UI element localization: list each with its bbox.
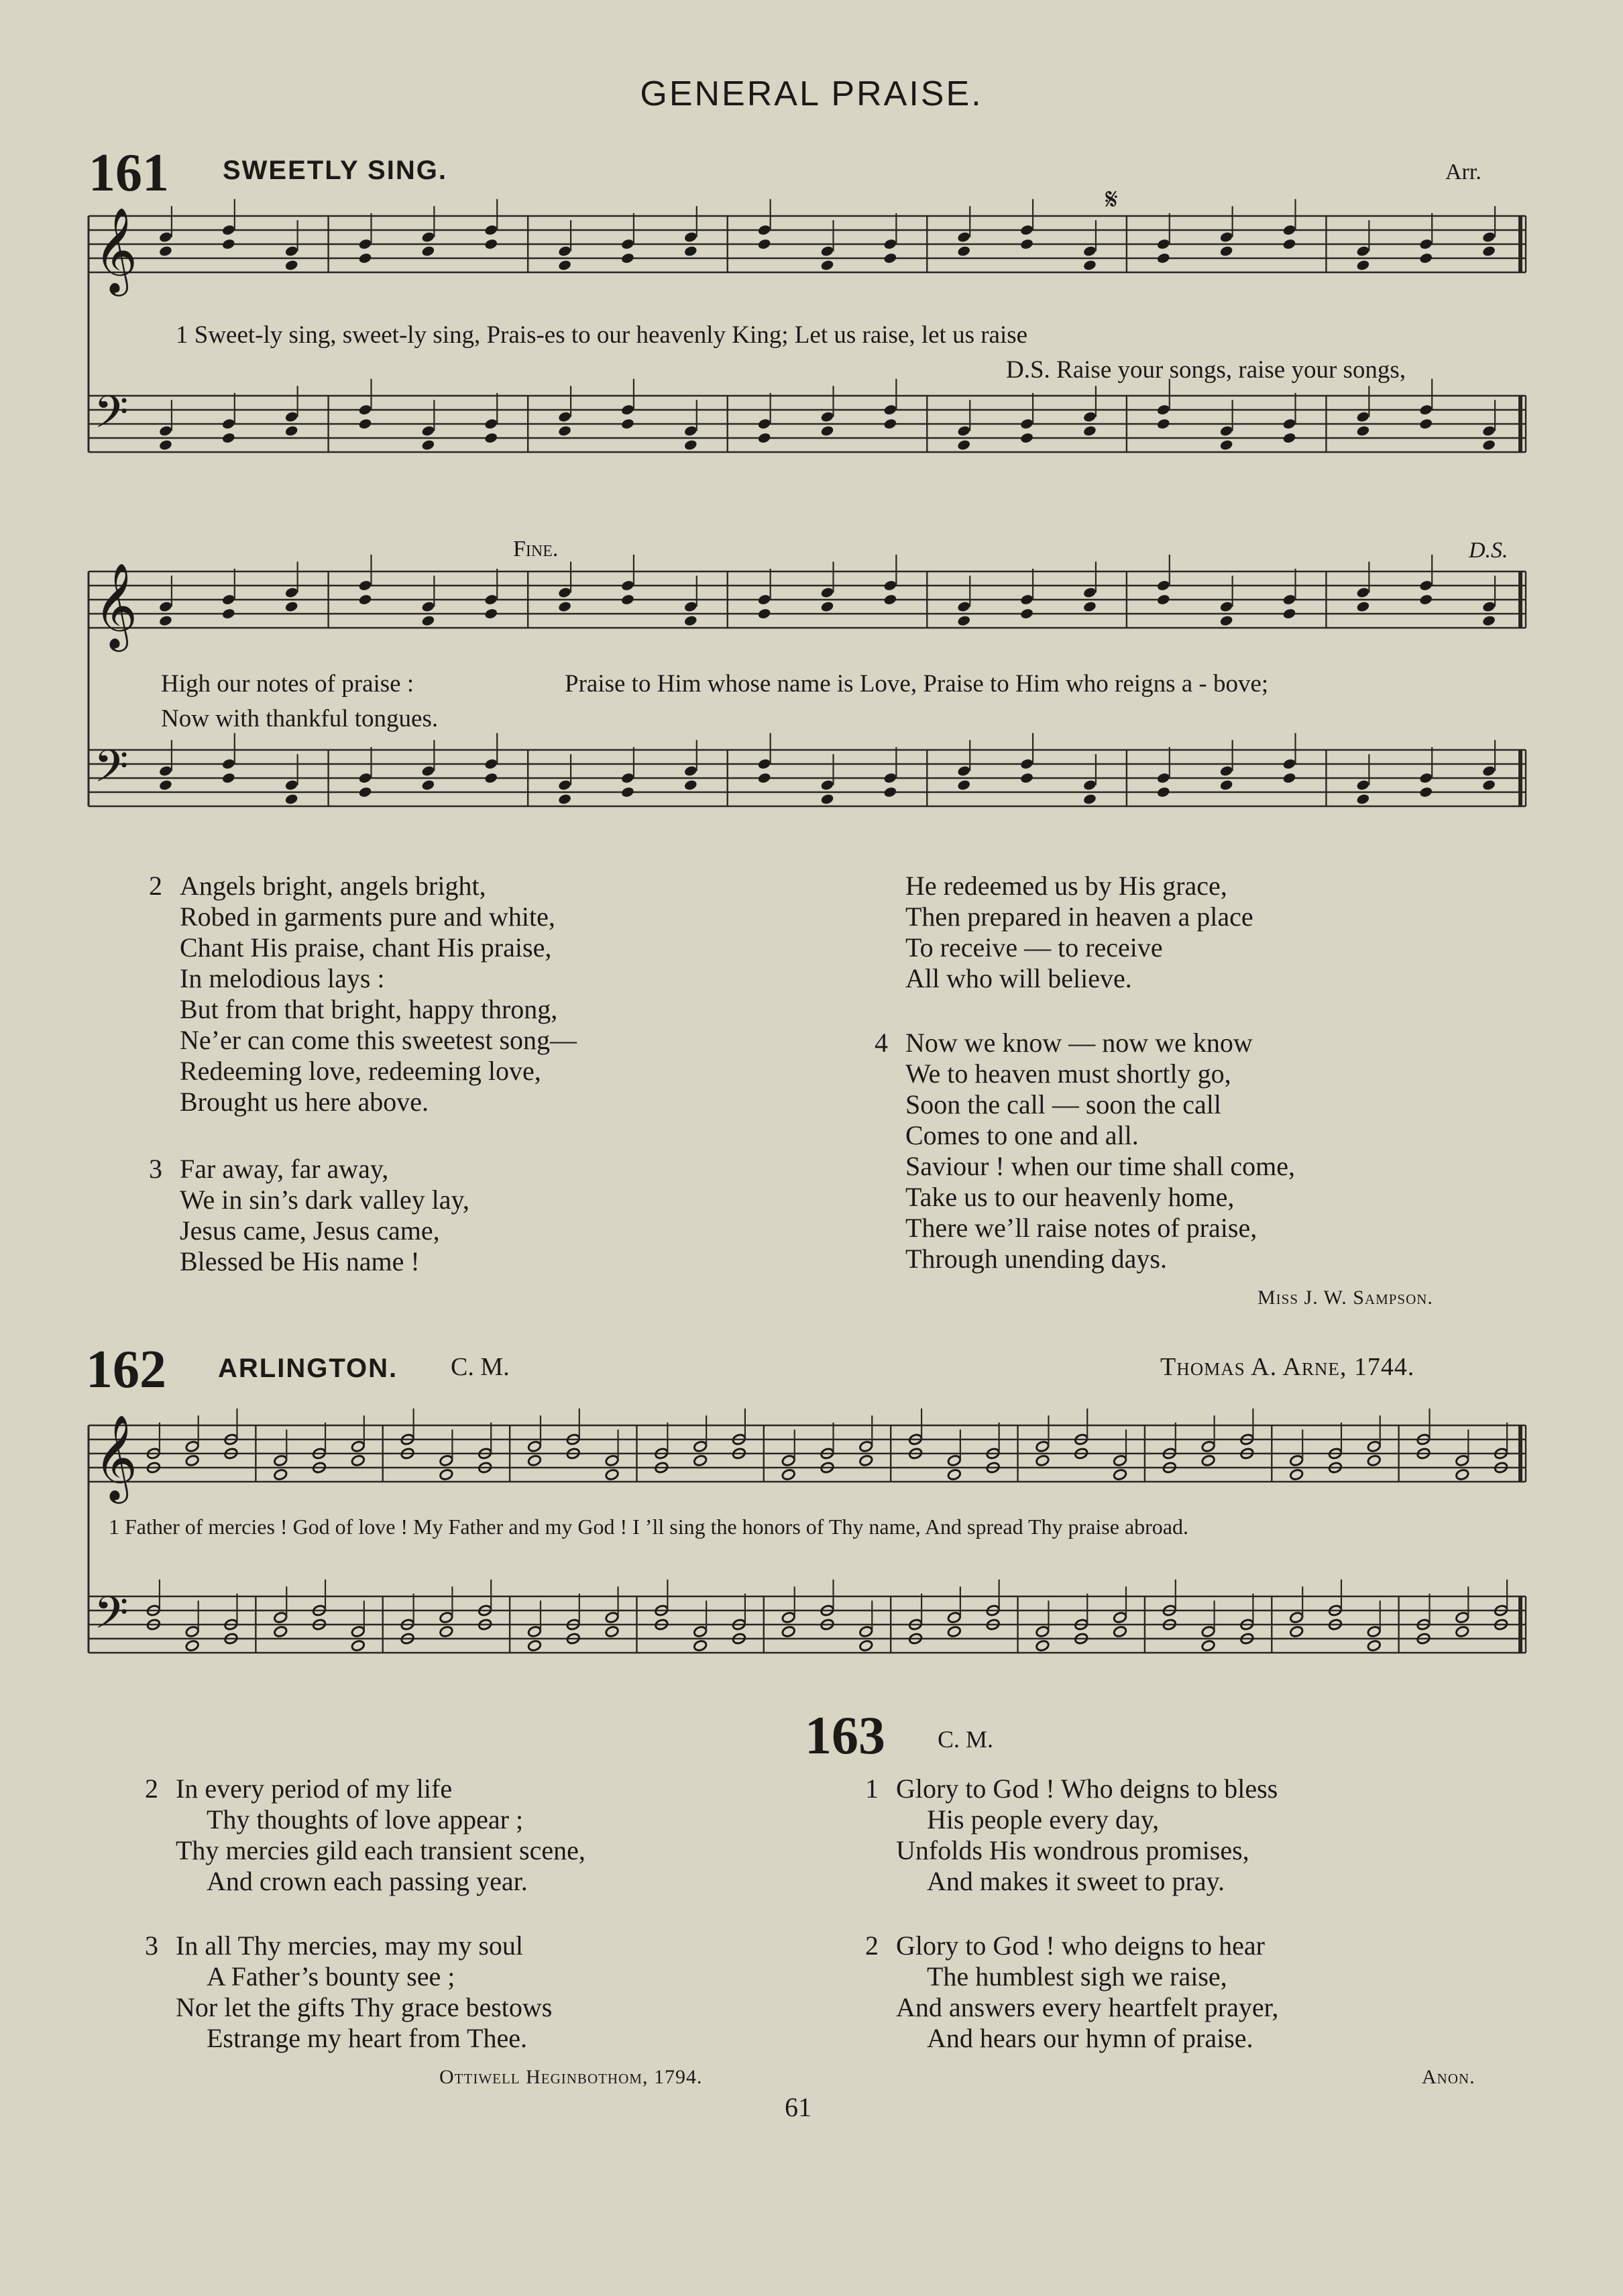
arranger: Arr.	[1445, 160, 1481, 184]
author-161: Miss J. W. Sampson.	[1257, 1287, 1433, 1309]
composer: Thomas A. Arne, 1744.	[1160, 1353, 1415, 1381]
lyric-line-2a: High our notes of praise :	[161, 670, 414, 698]
svg-text:𝄞: 𝄞	[94, 207, 138, 292]
lyric-line-2b: Now with thankful tongues.	[161, 705, 439, 732]
verse-3b: He redeemed us by His grace, Then prepared in heaven a place To receive — to receive All who will believe.	[905, 871, 1253, 993]
verse-4: 4 Now we know — now we know We to heaven must shortly go, Soon the call — soon the call Comes to one and all. Saviour ! when our time shall come, Take us to our heavenly home, There we’ll raise notes of praise, Through unending days.	[875, 1028, 1295, 1274]
hymn-number: 163	[805, 1706, 885, 1765]
page-number: 61	[785, 2092, 812, 2122]
lyric-line-ds: D.S. Raise your songs, raise your songs,	[1006, 356, 1406, 384]
hymn-number: 162	[86, 1340, 166, 1399]
fine-mark: Fine.	[513, 537, 559, 561]
lyric-162: 1 Father of mercies ! God of love ! My Father and my God ! I ’ll sing the honors of Thy name, And spread Thy praise abroad.	[109, 1515, 1188, 1539]
author-162: Ottiwell Heginbothom, 1794.	[439, 2066, 703, 2088]
verse-3a: 3 Far away, far away, We in sin’s dark valley lay, Jesus came, Jesus came, Blessed be His name !	[149, 1154, 469, 1276]
verse-162-3: 3 In all Thy mercies, may my soul A Father’s bounty see ; Nor let the gifts Thy grace bestows Estrange my heart from Thee.	[145, 1930, 553, 2053]
hymn-title: SWEETLY SING.	[223, 156, 447, 185]
hymn-number: 161	[89, 144, 169, 203]
svg-text:𝄞: 𝄞	[94, 562, 138, 648]
svg-text:𝄢: 𝄢	[94, 386, 129, 449]
meter: C. M.	[451, 1353, 510, 1381]
section-title: GENERAL PRAISE.	[640, 74, 983, 113]
segno-sign: 𝄋	[1105, 183, 1118, 216]
hymn-title: ARLINGTON.	[218, 1354, 398, 1383]
meter: C. M.	[938, 1726, 994, 1753]
svg-text:𝄞: 𝄞	[94, 1414, 138, 1500]
ds-mark: D.S.	[1469, 538, 1508, 563]
verse-163-2: 2 Glory to God ! who deigns to hear The humblest sigh we raise, And answers every heartfelt prayer, And hears our hymn of praise.	[865, 1930, 1279, 2053]
lyric-line-2c: Praise to Him whose name is Love, Praise to Him who reigns a - bove;	[565, 670, 1269, 698]
svg-text:𝄢: 𝄢	[94, 1587, 129, 1649]
verse-162-2: 2 In every period of my life Thy thoughts of love appear ; Thy mercies gild each transient scene, And crown each passing year.	[145, 1773, 585, 1896]
author-163: Anon.	[1422, 2066, 1475, 2088]
verse-2: 2 Angels bright, angels bright, Robed in garments pure and white, Chant His praise, chant His praise, In melodious lays : But from that bright, happy throng, Ne’er can come this sweetest song— Redeeming love, redeeming love, Brought us here above.	[149, 871, 577, 1117]
verse-163-1: 1 Glory to God ! Who deigns to bless His people every day, Unfolds His wondrous promises, And makes it sweet to pray.	[865, 1773, 1278, 1896]
lyric-line-1: 1 Sweet-ly sing, sweet-ly sing, Prais-es to our heavenly King; Let us raise, let us raise	[176, 321, 1028, 349]
svg-text:𝄢: 𝄢	[94, 741, 129, 803]
